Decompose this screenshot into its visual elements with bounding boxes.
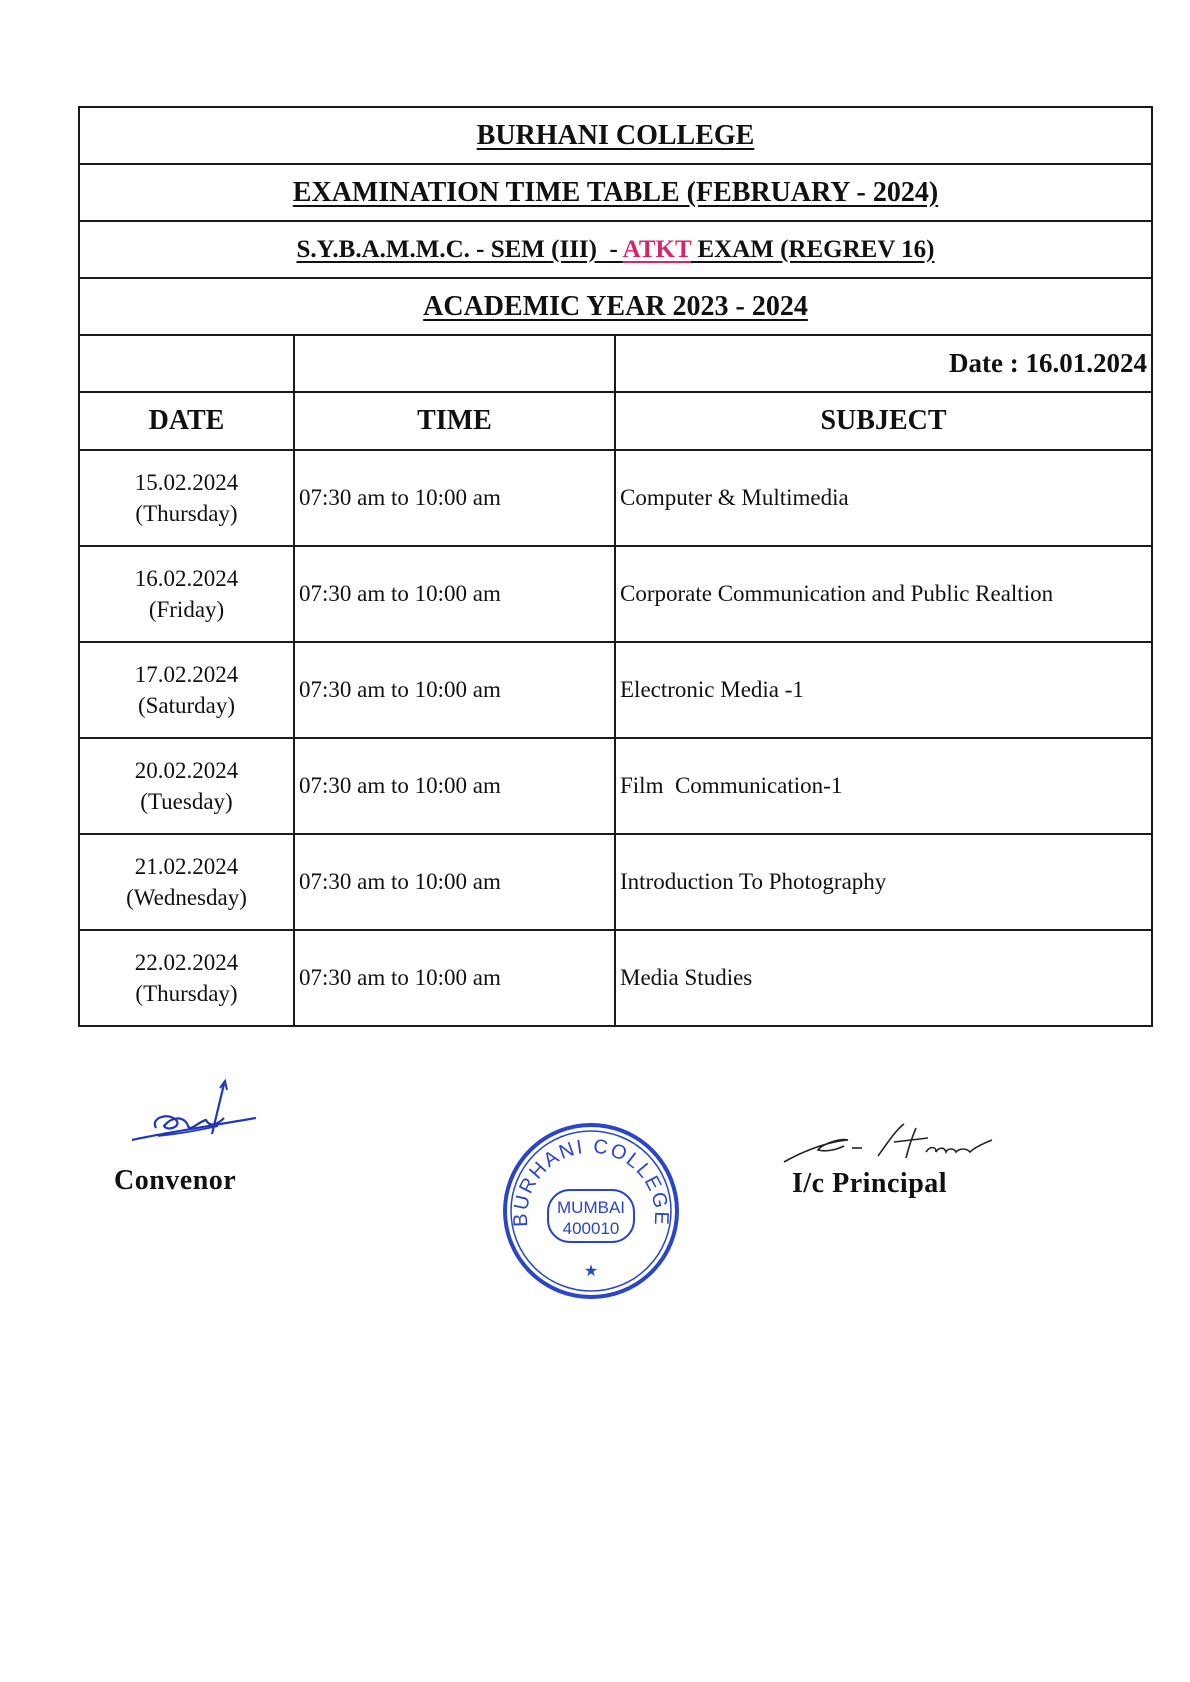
exam-title-cell (79, 164, 1152, 221)
time-cell: 07:30 am to 10:00 am (294, 642, 615, 738)
column-header-time: TIME (294, 392, 615, 450)
date-cell (79, 450, 294, 546)
convenor-label: Convenor (114, 1165, 237, 1196)
exam-date: 21.02.2024 (134, 854, 239, 879)
time-cell: 07:30 am to 10:00 am (294, 738, 615, 834)
course-prefix: S.Y.B.A.M.M.C. - SEM (III) - (296, 235, 623, 263)
table-row (79, 834, 1152, 930)
time-cell: 07:30 am to 10:00 am (294, 834, 615, 930)
academic-year: ACADEMIC YEAR 2023 - 2024 (423, 290, 808, 322)
date-cell (79, 642, 294, 738)
issue-date-row (79, 335, 1152, 392)
subject-cell: Corporate Communication and Public Realtion (615, 546, 1152, 642)
time-cell: 07:30 am to 10:00 am (294, 450, 615, 546)
exam-date: 17.02.2024 (134, 662, 239, 687)
exam-day: (Tuesday) (140, 789, 233, 814)
table-row (79, 450, 1152, 546)
table-row (79, 930, 1152, 1026)
exam-day: (Wednesday) (126, 885, 247, 910)
subject-cell: Film Communication-1 (615, 738, 1152, 834)
exam-date: 16.02.2024 (134, 566, 239, 591)
subject-cell: Media Studies (615, 930, 1152, 1026)
date-cell (79, 930, 294, 1026)
subject-cell: Introduction To Photography (615, 834, 1152, 930)
exam-date: 20.02.2024 (134, 758, 239, 783)
table-row (79, 546, 1152, 642)
college-name-cell (79, 107, 1152, 164)
college-seal (498, 1118, 684, 1304)
exam-day: (Thursday) (135, 981, 238, 1006)
issue-date: Date : 16.01.2024 (615, 335, 1152, 392)
column-header-date: DATE (79, 392, 294, 450)
column-header-subject: SUBJECT (615, 392, 1152, 450)
column-header-row (79, 392, 1152, 450)
exam-date: 15.02.2024 (134, 470, 239, 495)
seal-city: MUMBAI (557, 1198, 625, 1217)
exam-day: (Friday) (148, 597, 225, 622)
svg-text:BURHANI COLLEGE: BURHANI COLLEGE (509, 1135, 673, 1228)
principal-label: I/c Principal (792, 1168, 948, 1199)
date-cell (79, 546, 294, 642)
convenor-signature (128, 1078, 278, 1148)
academic-year-cell (79, 278, 1152, 335)
seal-pin: 400010 (562, 1219, 620, 1238)
empty-cell (79, 335, 294, 392)
atkt-label: ATKT (622, 235, 692, 263)
table-row (79, 738, 1152, 834)
svg-text:★: ★ (583, 1261, 599, 1280)
exam-date: 22.02.2024 (134, 950, 239, 975)
exam-title: EXAMINATION TIME TABLE (FEBRUARY - 2024) (292, 176, 939, 208)
date-cell (79, 738, 294, 834)
course-line (297, 236, 935, 263)
course-suffix: EXAM (REGREV 16) (691, 235, 935, 263)
time-cell: 07:30 am to 10:00 am (294, 930, 615, 1026)
empty-cell (294, 335, 615, 392)
principal-signature (778, 1118, 998, 1168)
exam-timetable (78, 106, 1153, 1027)
college-name: BURHANI COLLEGE (476, 119, 755, 151)
date-cell (79, 834, 294, 930)
table-row (79, 642, 1152, 738)
exam-day: (Thursday) (135, 501, 238, 526)
exam-day: (Saturday) (137, 693, 236, 718)
subject-cell: Electronic Media -1 (615, 642, 1152, 738)
course-cell (79, 221, 1152, 278)
subject-cell: Computer & Multimedia (615, 450, 1152, 546)
time-cell: 07:30 am to 10:00 am (294, 546, 615, 642)
